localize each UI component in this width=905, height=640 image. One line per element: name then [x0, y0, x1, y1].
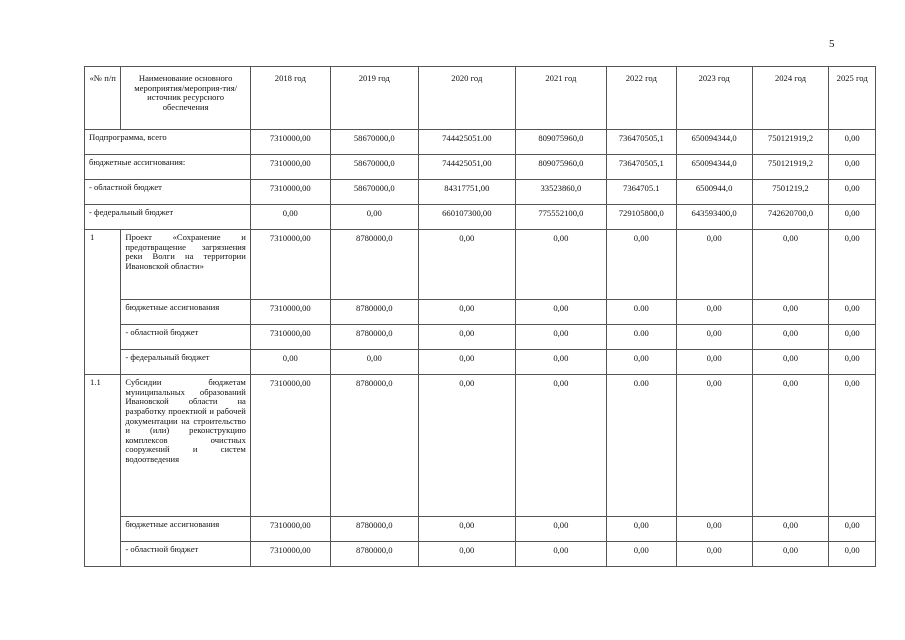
- cell-value: 643593400,0: [676, 205, 752, 230]
- cell-value: 0,00: [418, 350, 515, 375]
- cell-value: 0,00: [829, 542, 876, 567]
- cell-value: 7310000,00: [250, 300, 330, 325]
- table-row: [85, 325, 876, 350]
- cell-value: 58670000,0: [330, 155, 418, 180]
- cell-value: 775552100,0: [515, 205, 606, 230]
- cell-value: 84317751,00: [418, 180, 515, 205]
- row-label: бюджетные ассигнования:: [85, 155, 251, 180]
- cell-value: 7310000,00: [250, 517, 330, 542]
- cell-value: 0,00: [752, 325, 829, 350]
- header-year: 2022 год: [606, 67, 676, 130]
- page-number: 5: [829, 38, 835, 50]
- row-label: - областной бюджет: [85, 180, 251, 205]
- cell-value: 0,00: [752, 230, 829, 300]
- cell-value: 0,00: [515, 375, 606, 517]
- cell-value: 744425051.00: [418, 130, 515, 155]
- cell-value: 744425051,00: [418, 155, 515, 180]
- header-year: 2019 год: [330, 67, 418, 130]
- table-row: [85, 375, 876, 517]
- cell-value: 0,00: [418, 300, 515, 325]
- cell-value: 809075960,0: [515, 130, 606, 155]
- cell-value: 8780000,0: [330, 542, 418, 567]
- cell-value: 0,00: [676, 230, 752, 300]
- row-label: - федеральный бюджет: [121, 350, 250, 375]
- table-row: [85, 350, 876, 375]
- budget-table: [84, 66, 876, 567]
- cell-value: 0,00: [418, 325, 515, 350]
- cell-value: 0,00: [515, 350, 606, 375]
- cell-value: 0,00: [752, 542, 829, 567]
- cell-value: 6500944,0: [676, 180, 752, 205]
- cell-value: 0,00: [676, 542, 752, 567]
- cell-value: 0,00: [515, 325, 606, 350]
- cell-value: 0,00: [752, 300, 829, 325]
- header-name: Наименование основного мероприятия/мероприя-тия/источник ресурсного обеспечения: [121, 67, 250, 130]
- cell-value: 58670000,0: [330, 180, 418, 205]
- cell-value: 0,00: [829, 517, 876, 542]
- cell-value: 0,00: [829, 325, 876, 350]
- cell-value: 0,00: [829, 350, 876, 375]
- cell-value: 650094344,0: [676, 130, 752, 155]
- header-year: 2018 год: [250, 67, 330, 130]
- header-year: 2024 год: [752, 67, 829, 130]
- row-label: бюджетные ассигнования: [121, 300, 250, 325]
- cell-value: 7310000,00: [250, 325, 330, 350]
- row-label: Субсидии бюджетам муниципальных образований Ивановской области на разработку проектной и рабочей документации на строительство и (или) реконструкцию комплексов очистных сооружений и систем водоотведения: [121, 375, 250, 517]
- table-header-row: [85, 67, 876, 130]
- row-label: Проект «Сохранение и предотвращение загрязнения реки Волги на территории Ивановской области»: [121, 230, 250, 300]
- header-year: 2025 год: [829, 67, 876, 130]
- cell-value: 0,00: [606, 542, 676, 567]
- table-row: [85, 155, 876, 180]
- cell-value: 7310000,00: [250, 155, 330, 180]
- cell-value: 8780000,0: [330, 375, 418, 517]
- header-year: 2021 год: [515, 67, 606, 130]
- cell-value: 0,00: [418, 230, 515, 300]
- cell-value: 0,00: [515, 230, 606, 300]
- cell-value: 0,00: [829, 180, 876, 205]
- cell-value: 0,00: [829, 230, 876, 300]
- header-year: 2020 год: [418, 67, 515, 130]
- row-label: - федеральный бюджет: [85, 205, 251, 230]
- cell-value: 0,00: [515, 542, 606, 567]
- cell-value: 0,00: [418, 375, 515, 517]
- cell-value: 742620700,0: [752, 205, 829, 230]
- cell-value: 0,00: [330, 350, 418, 375]
- cell-value: 7310000,00: [250, 180, 330, 205]
- cell-value: 0.00: [606, 375, 676, 517]
- row-label: - областной бюджет: [121, 542, 250, 567]
- table-row: [85, 542, 876, 567]
- cell-value: 0,00: [752, 350, 829, 375]
- cell-value: 0,00: [829, 155, 876, 180]
- cell-value: 0.00: [606, 300, 676, 325]
- cell-value: 7310000,00: [250, 375, 330, 517]
- row-number: 1: [85, 230, 121, 375]
- cell-value: 0,00: [829, 205, 876, 230]
- table-row: [85, 205, 876, 230]
- cell-value: 0,00: [418, 517, 515, 542]
- cell-value: 7364705.1: [606, 180, 676, 205]
- row-label: - областной бюджет: [121, 325, 250, 350]
- cell-value: 0,00: [676, 517, 752, 542]
- cell-value: 8780000,0: [330, 230, 418, 300]
- row-label: Подпрограмма, всего: [85, 130, 251, 155]
- cell-value: 0,00: [606, 517, 676, 542]
- table-row: [85, 517, 876, 542]
- cell-value: 736470505,1: [606, 155, 676, 180]
- cell-value: 0,00: [606, 230, 676, 300]
- cell-value: 0,00: [606, 350, 676, 375]
- cell-value: 7501219,2: [752, 180, 829, 205]
- cell-value: 0,00: [250, 205, 330, 230]
- cell-value: 8780000,0: [330, 517, 418, 542]
- table-row: [85, 130, 876, 155]
- table-row: [85, 180, 876, 205]
- cell-value: 0,00: [515, 517, 606, 542]
- cell-value: 33523860,0: [515, 180, 606, 205]
- cell-value: 0,00: [676, 375, 752, 517]
- cell-value: 58670000,0: [330, 130, 418, 155]
- cell-value: 7310000,00: [250, 230, 330, 300]
- cell-value: 8780000,0: [330, 325, 418, 350]
- cell-value: 0,00: [515, 300, 606, 325]
- cell-value: 750121919,2: [752, 130, 829, 155]
- cell-value: 660107300,00: [418, 205, 515, 230]
- cell-value: 0,00: [330, 205, 418, 230]
- cell-value: 7310000,00: [250, 542, 330, 567]
- cell-value: 0,00: [418, 542, 515, 567]
- table-row: [85, 300, 876, 325]
- cell-value: 0,00: [676, 300, 752, 325]
- cell-value: 0.00: [606, 325, 676, 350]
- cell-value: 0,00: [829, 300, 876, 325]
- cell-value: 0,00: [829, 130, 876, 155]
- cell-value: 729105800,0: [606, 205, 676, 230]
- table-row: [85, 230, 876, 300]
- cell-value: 650094344,0: [676, 155, 752, 180]
- cell-value: 736470505,1: [606, 130, 676, 155]
- cell-value: 0,00: [676, 325, 752, 350]
- row-number: 1.1: [85, 375, 121, 567]
- cell-value: 750121919,2: [752, 155, 829, 180]
- cell-value: 0,00: [676, 350, 752, 375]
- cell-value: 0,00: [752, 375, 829, 517]
- header-year: 2023 год: [676, 67, 752, 130]
- cell-value: 7310000,00: [250, 130, 330, 155]
- cell-value: 0,00: [250, 350, 330, 375]
- cell-value: 8780000,0: [330, 300, 418, 325]
- cell-value: 0,00: [752, 517, 829, 542]
- cell-value: 0,00: [829, 375, 876, 517]
- cell-value: 809075960,0: [515, 155, 606, 180]
- row-label: бюджетные ассигнования: [121, 517, 250, 542]
- header-nr: «№ п/п: [85, 67, 121, 130]
